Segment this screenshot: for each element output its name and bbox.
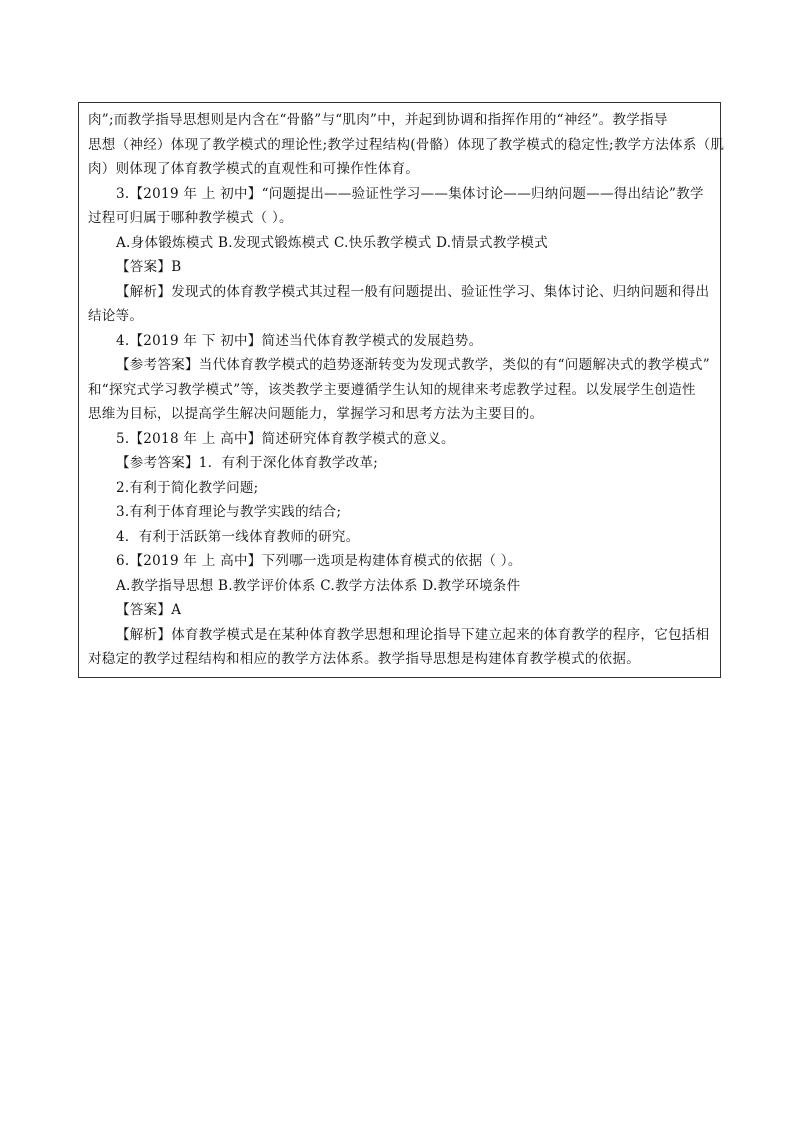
text-line: 肉）则体现了体育教学模式的直观性和可操作性体育。 (88, 161, 420, 177)
question-5-point: 2.有利于简化教学问题; (116, 479, 259, 496)
question-3-analysis-cont: 结论等。 (88, 308, 144, 324)
text-line: 肉”;而教学指导思想则是内含在“骨骼”与“肌肉”中，并起到协调和指挥作用的“神经”。教学指导 (88, 112, 668, 128)
document-body (88, 108, 725, 672)
question-3-options: A.身体锻炼模式 B.发现式锻炼模式 C.快乐教学模式 D.情景式教学模式 (116, 234, 548, 251)
question-4-answer-cont: 和“探究式学习教学模式”等，该类教学主要遵循学生认知的规律来考虑教学过程。以发展学生创造性 (88, 381, 696, 398)
question-6-answer: 【答案】A (116, 602, 182, 618)
question-6-analysis-cont: 对稳定的教学过程结构和相应的教学方法体系。教学指导思想是构建体育教学模式的依据。 (88, 651, 640, 667)
question-6-analysis: 【解析】体育教学模式是在某种体育教学思想和理论指导下建立起来的体育教学的程序，它包括相 (116, 626, 710, 643)
question-5-point: 4．有利于活跃第一线体育教师的研究。 (116, 528, 360, 545)
question-3-analysis: 【解析】发现式的体育教学模式其过程一般有问题提出、验证性学习、集体讨论、归纳问题和得出 (116, 283, 710, 300)
question-3-stem: 3.【2019 年 上 初中】“问题提出——验证性学习——集体讨论——归纳问题——得出结论”教学 (116, 185, 704, 202)
question-4-answer: 【参考答案】当代体育教学模式的趋势逐渐转变为发现式教学，类似的有“问题解决式的教学模式” (116, 357, 711, 373)
question-5-stem: 5.【2018 年 上 高中】简述研究体育教学模式的意义。 (116, 430, 455, 447)
text-line: 思想（神经）体现了教学模式的理论性;教学过程结构(骨骼）体现了教学模式的稳定性;教学方法体系（肌 (88, 136, 725, 153)
question-6-stem: 6.【2019 年 上 高中】下列哪一选项是构建体育模式的依据（ ）。 (116, 553, 522, 569)
question-4-answer-cont: 思维为目标，以提高学生解决问题能力，掌握学习和思考方法为主要目的。 (88, 406, 544, 422)
question-3-answer: 【答案】B (116, 259, 182, 275)
question-6-options: A.教学指导思想 B.教学评价体系 C.教学方法体系 D.教学环境条件 (116, 577, 521, 594)
question-4-stem: 4.【2019 年 下 初中】简述当代体育教学模式的发展趋势。 (116, 332, 483, 349)
question-5-answer: 【参考答案】1．有利于深化体育教学改革; (116, 455, 379, 471)
question-3-stem-cont: 过程可归属于哪种教学模式（ ）。 (88, 210, 293, 226)
question-5-point: 3.有利于体育理论与教学实践的结合; (116, 504, 342, 520)
